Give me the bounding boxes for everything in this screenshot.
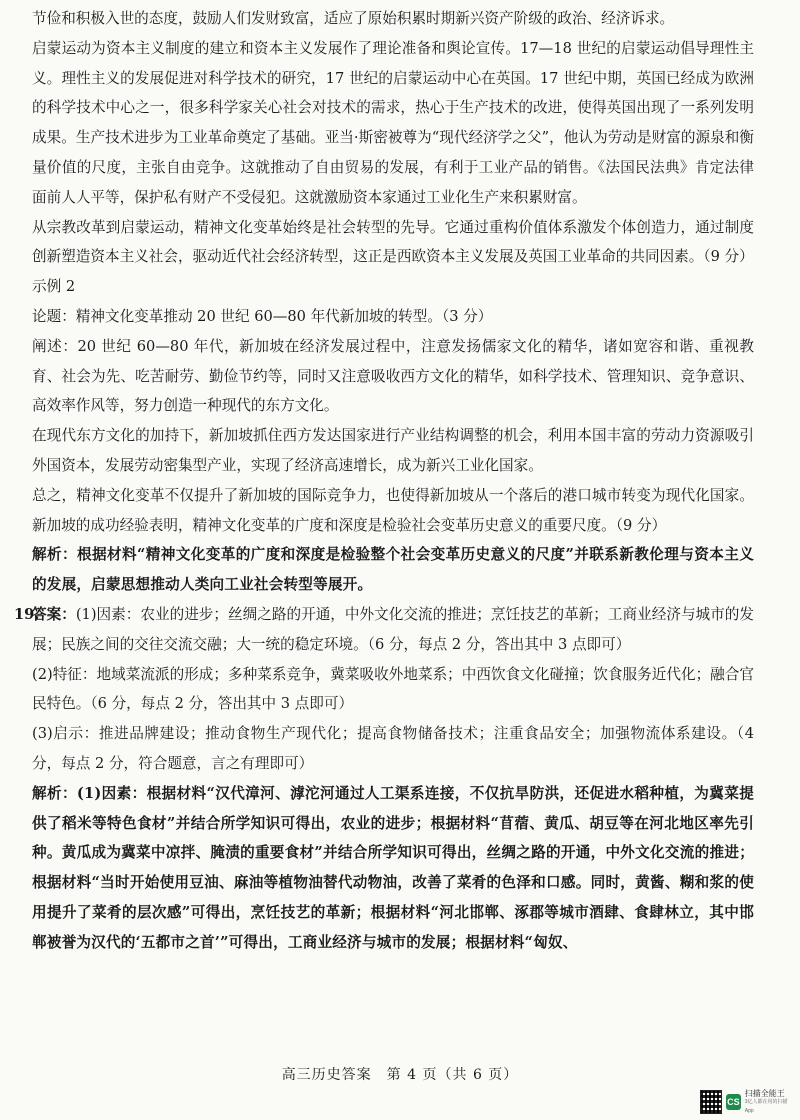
question-19-answer bbox=[14, 600, 754, 779]
watermark-title: 扫描全能王 bbox=[744, 1088, 785, 1098]
paragraph: 从宗教改革到启蒙运动，精神文化变革始终是社会转型的先导。它通过重构价值体系激发个体创造力，通过制度创新塑造资本主义社会，驱动近代社会经济转型，这正是西欧资本主义发展及英国工业革命的共同因素。（9 分） bbox=[32, 218, 754, 266]
analysis-text: 根据材料“精神文化变革的广度和深度是检验整个社会变革历史意义的尺度”并联系新教伦理与资本主义的发展，启蒙思想推动人类向工业社会转型等展开。 bbox=[32, 546, 754, 594]
answer-part: (2)特征：地域菜流派的形成；多种菜系竞争，冀菜吸收外地菜系；中西饮食文化碰撞；饮食服务近代化；融合官民特色。（6 分，每点 2 分，答出其中 3 点即可） bbox=[32, 665, 754, 713]
paragraph: 启蒙运动为资本主义制度的建立和资本主义发展作了理论准备和舆论宣传。17—18 世纪的启蒙运动倡导理性主义。理性主义的发展促进对科学技术的研究，17 世纪的启蒙运动中心在英国。17 世纪中期，英国已经成为欧洲的科学技术中心之一，很多科学家关心社会对技术的需求，热心于生产技术的改进，使得英国出现了一系列发明成果。生产技术进步为工业革命奠定了基础。亚当·斯密被尊为“现代经济学之父”，他认为劳动是财富的源泉和衡量价值的尺度，主张自由竞争。这就推动了自由贸易的发展，有利于工业产品的销售。《法国民法典》肯定法律面前人人平等，保护私有财产不受侵犯。这就激励资本家通过工业化生产来积累财富。 bbox=[32, 39, 754, 206]
analysis-block bbox=[32, 779, 754, 958]
paragraph: 总之，精神文化变革不仅提升了新加坡的国际竞争力，也使得新加坡从一个落后的港口城市转变为现代化国家。新加坡的成功经验表明，精神文化变革的广度和深度是检验社会变革历史意义的重要尺度。（9 分） bbox=[32, 486, 754, 534]
answer-part: (1)因素：农业的进步；丝绸之路的开通，中外文化交流的推进；烹饪技艺的革新；工商业经济与城市的发展；民族之间的交往交流交融；大一统的稳定环境。（6 分，每点 2 分，答出其中 3 点即可） bbox=[32, 605, 754, 653]
analysis-block bbox=[32, 540, 754, 600]
camscanner-logo-icon: CS bbox=[726, 1094, 741, 1110]
answer-part: (3)启示：推进品牌建设；推动食物生产现代化；提高食物储备技术；注重食品安全；加强物流体系建设。（4 分，每点 2 分，符合题意，言之有理即可） bbox=[32, 725, 754, 772]
analysis-label: 解析： bbox=[32, 546, 77, 564]
analysis-label: 解析： bbox=[32, 784, 77, 802]
watermark-text bbox=[745, 1089, 792, 1116]
analysis-text: (1)因素：根据材料“汉代漳河、滹沱河通过人工渠系连接，不仅抗旱防洪，还促进水稻种植，为冀菜提供了稻米等特色食材”并结合所学知识可得出，农业的进步；根据材料“苜蓿、黄瓜、胡豆等在河北地区率先引种。黄瓜成为冀菜中凉拌、腌渍的重要食材”并结合所学知识可得出，丝绸之路的开通，中外文化交流的推进；根据材料“当时开始使用豆油、麻油等植物油替代动物油，改善了菜肴的色泽和口感。同时，黄酱、糊和浆的使用提升了菜肴的层次感”可得出，烹饪技艺的革新；根据材料“河北邯郸、涿郡等城市酒肆、食肆林立，其中邯郸被誉为汉代的‘五都市之首’”可得出，工商业经济与城市的发展；根据材料“匈奴、 bbox=[32, 784, 754, 951]
question-number: 19. bbox=[14, 605, 40, 623]
qr-code-icon bbox=[700, 1090, 722, 1114]
watermark-subtitle: 3亿人都在用的扫描App bbox=[744, 1098, 788, 1114]
page-footer: 高三历史答案 第 4 页（共 6 页） bbox=[281, 1067, 519, 1083]
paragraph: 节俭和积极入世的态度，鼓励人们发财致富，适应了原始积累时期新兴资产阶级的政治、经济诉求。 bbox=[32, 10, 675, 27]
paragraph: 论题：精神文化变革推动 20 世纪 60—80 年代新加坡的转型。（3 分） bbox=[32, 307, 493, 325]
paragraph: 在现代东方文化的加持下，新加坡抓住西方发达国家进行产业结构调整的机会，利用本国丰富的劳动力资源吸引外国资本，发展劳动密集型产业，实现了经济高速增长，成为新兴工业化国家。 bbox=[32, 427, 754, 474]
paragraph: 阐述：20 世纪 60—80 年代，新加坡在经济发展过程中，注意发扬儒家文化的精华，诸如宽容和谐、重视教育、社会为先、吃苦耐劳、勤俭节约等，同时又注意吸收西方文化的精华，如科学技术、管理知识、竞争意识、高效率作风等，努力创造一种现代的东方文化。 bbox=[32, 337, 754, 415]
scanner-watermark bbox=[700, 1090, 792, 1114]
example-heading: 示例 2 bbox=[32, 278, 76, 296]
answer-label: 答案： bbox=[32, 605, 76, 623]
